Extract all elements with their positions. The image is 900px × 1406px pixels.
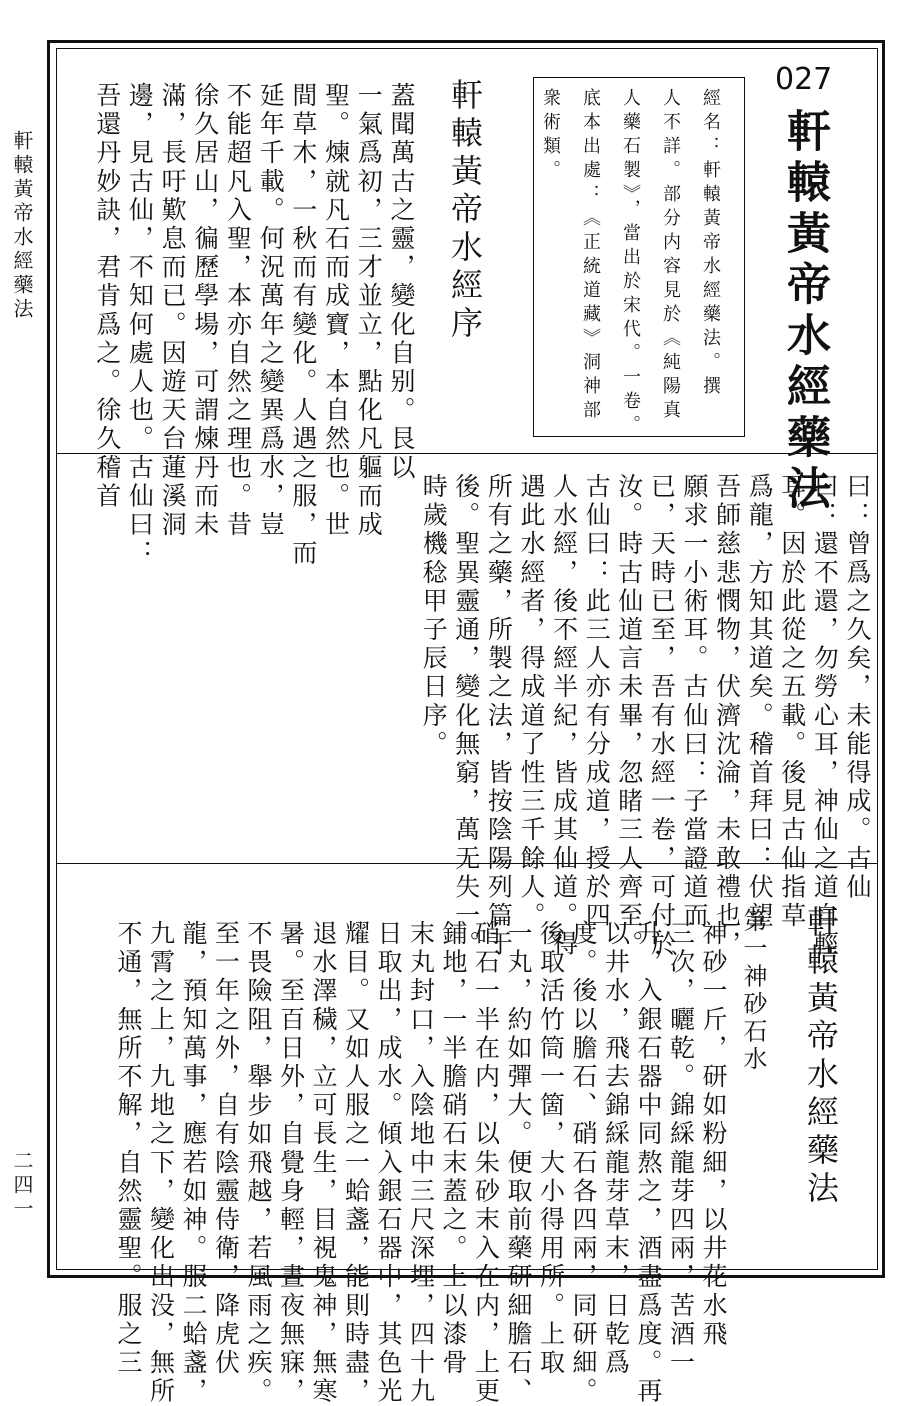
info-line-4: 底本出處：《正統道藏》洞神部 <box>580 88 601 424</box>
recipe-line-13: 退水澤穢，立可長生，目視鬼神，無寒 <box>309 920 338 1406</box>
info-line-3: 人藥石製》，當出於宋代。一卷。 <box>620 88 641 439</box>
recipe-line-16: 至一年之外，自有陰靈侍衛，降虎伏 <box>211 920 241 1378</box>
preface-title: 軒轅黃帝水經序 <box>446 78 484 344</box>
info-line-1: 經名：軒轅黃帝水經藥法。撰 <box>700 88 721 400</box>
middle-line-12: 所有之藥，所製之法，皆按陰陽列篇于 <box>484 473 514 960</box>
preface-line-3: 聖。煉就凡石而成寶，本自然也。世 <box>321 82 351 540</box>
recipe-line-6: 後取活竹筒一箇，大小得用所。上取 <box>536 920 566 1378</box>
recipe-line-11: 日取出，成水。傾入銀石器中，其色光 <box>374 920 403 1406</box>
preface-line-4: 間草木，一秋而有變化。人遇之服，而 <box>288 82 318 569</box>
recipe-title: 第一神砂石水 <box>739 908 767 1074</box>
recipe-line-5: 度。後以膽石、硝石各四兩，同研細。 <box>569 920 598 1406</box>
middle-line-1: 曰：曾爲之久矣，未能得成。古仙 <box>843 473 872 902</box>
middle-line-3: 耳。因於此從之五載。後見古仙指草 <box>777 473 807 931</box>
recipe-line-2: 三次，曬乾。錦綵龍芽四兩，苦酒一 <box>666 920 696 1378</box>
recipe-line-12: 耀目。又如人服之一蛤盞，能則時盡， <box>341 920 371 1406</box>
recipe-line-8: 硝石一半在内，以朱砂末入在内，上更 <box>471 920 501 1406</box>
middle-line-10: 人水經，後不經半紀，皆成其仙道。得 <box>549 473 579 960</box>
document-title: 軒轅黃帝水經藥法 <box>779 108 830 516</box>
middle-line-7: 已，天時已至，吾有水經一卷，可付於 <box>647 473 677 960</box>
middle-line-2: 曰：還不還，勿勞心耳，神仙之道自輕 <box>810 473 840 960</box>
recipe-line-19: 不通，無所不解，自然靈聖。服之三 <box>114 920 143 1378</box>
middle-line-4: 爲龍，方知其道矣。稽首拜曰：伏望 <box>745 473 775 931</box>
preface-line-2: 一氣爲初，三才並立，點化凡軀而成 <box>354 82 384 540</box>
preface-line-5: 延年千載。何況萬年之變異爲水，豈 <box>256 82 286 540</box>
recipe-line-10: 末丸封口，入陰地中三尺深埋，四十九 <box>406 920 436 1406</box>
preface-line-7: 徐久居山，徧歷學場，可謂煉丹而未 <box>190 82 220 540</box>
recipe-line-18: 九霄之上，九地之下，變化出没，無所 <box>146 920 176 1406</box>
middle-line-14: 時歲機稔甲子辰日序。 <box>419 473 449 759</box>
middle-line-5: 吾師慈悲憫物，伏濟沈淪，未敢禮也， <box>712 473 742 960</box>
recipe-line-15: 不畏險阻，舉步如飛越，若風雨之疾。 <box>244 920 273 1406</box>
recipe-line-7: 一丸，約如彈大。便取前藥研細膽石、 <box>504 920 533 1406</box>
middle-line-8: 汝。時古仙道言未畢，忽睹三人齊至。 <box>614 473 644 960</box>
middle-line-6: 願求一小術耳。古仙曰：子當證道而 <box>680 473 709 931</box>
running-title: 軒轅黃帝水經藥法 <box>10 130 34 322</box>
preface-line-8: 滿，長吁歎息而已。因遊天台蓮溪洞 <box>158 82 188 540</box>
section-heading: 軒轅黃帝水經藥法 <box>802 905 840 1209</box>
preface-line-1: 蓋聞萬古之靈，變化自别。艮以 <box>387 82 416 483</box>
info-line-5: 衆術類。 <box>540 88 561 184</box>
preface-line-9: 邊，見古仙，不知何處人也。古仙曰： <box>125 82 155 569</box>
preface-line-6: 不能超凡入聖，本亦自然之理也。昔 <box>223 82 253 540</box>
text-number: 027 <box>775 62 833 97</box>
recipe-line-4: 以井水，飛去錦綵龍芽草末，日乾爲 <box>601 920 631 1378</box>
info-line-2: 人不詳。部分内容見於《純陽真 <box>660 88 681 424</box>
recipe-line-9: 鋪地，一半膽硝石末蓋之。上以漆骨 <box>439 920 468 1378</box>
page-number: 二四一 <box>10 1150 34 1222</box>
middle-line-13: 後。聖異靈通，變化無窮，萬无失一。 <box>451 473 481 960</box>
preface-line-10: 吾還丹妙訣，君肯爲之。徐久稽首 <box>92 82 122 511</box>
recipe-line-17: 龍，預知萬事，應若如神。服二蛤盞， <box>179 920 208 1406</box>
recipe-line-14: 暑。至百日外，自覺身輕，晝夜無寐， <box>276 920 306 1406</box>
recipe-line-1: 神砂一斤，研如粉細，以井花水飛 <box>699 920 728 1349</box>
middle-line-11: 遇此水經者，得成道了性三千餘人。 <box>517 473 546 931</box>
middle-line-9: 古仙曰：此三人亦有分成道，授於四 <box>582 473 612 931</box>
recipe-line-3: 升，入銀石器中同熬之，酒盡爲度。再 <box>634 920 663 1406</box>
